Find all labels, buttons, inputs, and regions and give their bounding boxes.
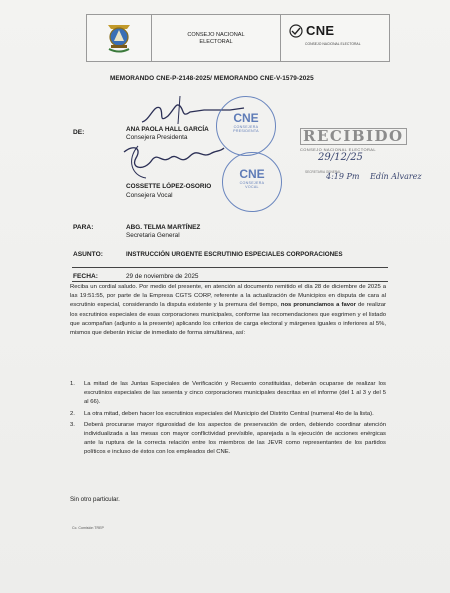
presidency-stamp <box>216 96 276 156</box>
list-item <box>70 421 386 458</box>
subject-label: ASUNTO: <box>73 251 103 258</box>
presidency-stamp-line1: CONSEJERA <box>233 125 259 129</box>
body-paragraph-part2: de realizar los escrutinios especiales de esas corporaciones municipales, conforme las recomendaciones que esgrimen y el listado que acompañan (adjunto a la presente) aplicando los criterios de carga electoral y márgenes iguales o inferiores al 5%, mismos que deberán iniciar de inmediato de forma simultánea, así: <box>70 302 387 337</box>
cne-logo <box>289 23 334 38</box>
divider-2 <box>72 281 388 282</box>
list-item <box>70 380 386 408</box>
closing-line: Sin otro particular. <box>70 496 120 503</box>
date-text: 29 de noviembre de 2025 <box>126 273 199 280</box>
date-label: FECHA: <box>73 273 98 280</box>
cne-emblem-icon <box>289 24 303 38</box>
subject-text: INSTRUCCIÓN URGENTE ESCRUTINIO ESPECIALES CORPORACIONES <box>126 251 343 258</box>
to-role: Secretaria General <box>126 232 180 239</box>
received-time: 4:19 Pm <box>326 172 360 181</box>
council-name-cell <box>152 15 281 61</box>
received-stamp-title: RECIBIDO <box>300 128 407 145</box>
to-name: ABG. TELMA MARTÍNEZ <box>126 224 201 231</box>
list-item-text: La mitad de las Juntas Especiales de Verificación y Recuento constituidas, deberán ocuparse de realizar los escrutinios especiales de las sesenta y cinco corporaciones municipales descritas en el informe (del 1 al 3 y del 5 al 66). <box>84 381 386 406</box>
from-name-2: COSSETTE LÓPEZ-OSORIO <box>126 183 212 190</box>
received-date: 29/12/25 <box>318 152 363 163</box>
vocal-stamp-title: CNE <box>239 167 265 181</box>
carbon-copy: Cc. Comisión TREP <box>72 526 104 530</box>
signature-cossette-lopez-osorio <box>118 142 228 182</box>
list-item-number: 3. <box>70 421 75 428</box>
presidency-stamp-title: CNE <box>233 111 259 125</box>
body-paragraph-part1: Reciba un cordial saludo. Por medio del presente, en atención al documento remitido el día 28 de diciembre de 2025 a las 19:51:55, por parte de la Empresa CGTS CORP, referente a la actualización de Municipios en disputa de cara al escrutinio especial, considerando la disputa existente y la premura del tiempo, <box>70 284 386 309</box>
from-label: DE: <box>73 129 85 136</box>
vocal-stamp-line2: VOCAL <box>245 185 259 189</box>
instruction-list <box>70 380 386 460</box>
vocal-stamp-line1: CONSEJERA <box>239 181 265 185</box>
from-name-1: ANA PAOLA HALL GARCÍA <box>126 126 209 133</box>
memo-reference: MEMORANDO CNE-P-2148-2025/ MEMORANDO CNE-V-1579-2025 <box>110 75 314 82</box>
received-stamp-subtitle: CONSEJO NACIONAL ELECTORAL <box>300 147 376 152</box>
vocal-stamp <box>222 152 282 212</box>
honduras-coat-of-arms-icon <box>105 21 133 53</box>
letterhead <box>86 14 390 62</box>
body-paragraph-emphasis: nos pronunciamos a favor <box>280 302 356 309</box>
presidency-stamp-line2: PRESIDENTA <box>233 129 259 133</box>
from-role-1: Consejera Presidenta <box>126 134 188 141</box>
crest-cell <box>87 15 152 61</box>
cne-logo-subtitle: CONSEJO NACIONAL ELECTORAL <box>305 42 361 46</box>
divider <box>72 267 388 268</box>
from-role-2: Consejera Vocal <box>126 192 173 199</box>
council-name: CONSEJO NACIONAL ELECTORAL <box>187 32 245 45</box>
list-item-number: 1. <box>70 381 75 387</box>
list-item <box>70 410 386 419</box>
received-line-label: SECRETARIA GENERAL <box>305 170 342 174</box>
cne-logo-text: CNE <box>306 23 335 38</box>
received-signature: Edín Alvarez <box>370 172 422 181</box>
cne-logo-cell <box>281 15 389 61</box>
list-item-text: Deberá procurarse mayor rigurosidad de los aspectos de preservación de orden, debiendo coordinar atención individualizada a las mesas con mayor conflictividad prevísible, aparejada a la ejecución de acciones enérgicas ante la ruptura de la correcta relación entre los miembros de las JEVR como representantes de los partidos políticos e incluso de éstos con los empleados del CNE. <box>84 421 386 456</box>
to-label: PARA: <box>73 224 94 231</box>
list-item-text: La otra mitad, deben hacer los escrutinios especiales del Municipio del Distrito Central (numeral 4to de la lista). <box>84 410 374 417</box>
list-item-number: 2. <box>70 410 75 417</box>
body-paragraph <box>70 283 386 338</box>
